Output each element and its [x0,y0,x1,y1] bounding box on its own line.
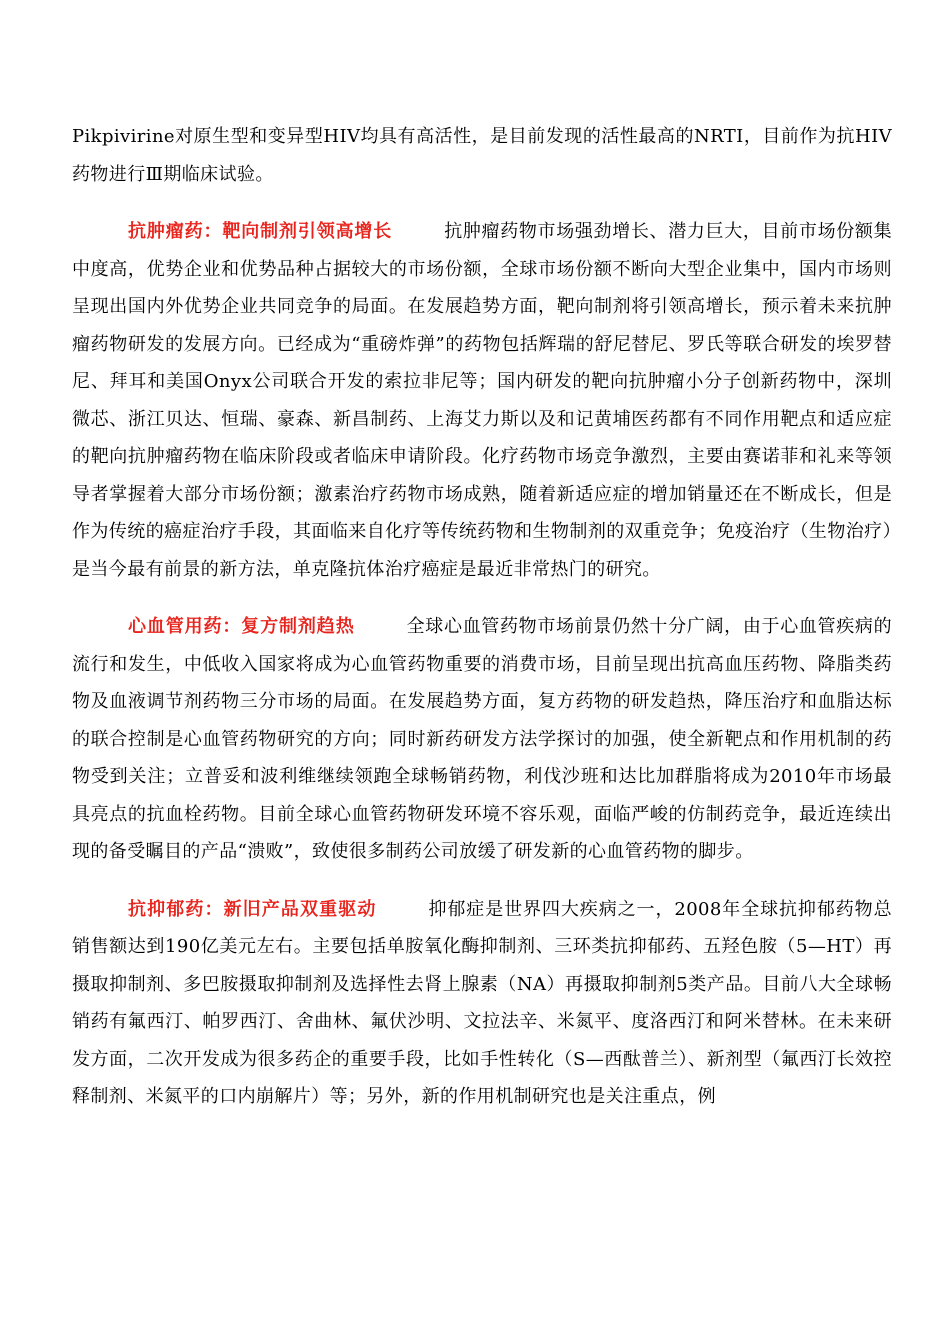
section-paragraph [72,891,892,1116]
section-paragraph [72,608,892,871]
section-body: 全球心血管药物市场前景仍然十分广阔，由于心血管疾病的流行和发生，中低收入国家将成为心血管药物重要的消费市场，目前呈现出抗高血压药物、降脂类药物及血液调节剂药物三分市场的局面。在发展趋势方面，复方药物的研发趋热，降压治疗和血脂达标的联合控制是心血管药物研究的方向；同时新药研发方法学探讨的加强，使全新靶点和作用机制的药物受到关注；立普妥和波利维继续领跑全球畅销药物，利伐沙班和达比加群脂将成为2010年市场最具亮点的抗血栓药物。目前全球心血管药物研发环境不容乐观，面临严峻的仿制药竞争，最近连续出现的备受瞩目的产品“溃败”，致使很多制药公司放缓了研发新的心血管药物的脚步。 [72,616,892,862]
section-antidepressant [72,891,892,1116]
section-paragraph [72,213,892,588]
section-antitumor [72,213,892,588]
section-body: 抑郁症是世界四大疾病之一，2008年全球抗抑郁药物总销售额达到190亿美元左右。主要包括单胺氧化酶抑制剂、三环类抗抑郁药、五羟色胺（5—HT）再摄取抑制剂、多巴胺摄取抑制剂及选择性去肾上腺素（NA）再摄取抑制剂5类产品。目前八大全球畅销药有氟西汀、帕罗西汀、舍曲林、氟伏沙明、文拉法辛、米氮平、度洛西汀和阿米替林。在未来研发方面，二次开发成为很多药企的重要手段，比如手性转化（S—西酞普兰）、新剂型（氟西汀长效控释制剂、米氮平的口内崩解片）等；另外，新的作用机制研究也是关注重点，例 [72,898,892,1107]
section-heading: 抗抑郁药：新旧产品双重驱动 [128,898,377,920]
section-heading: 抗肿瘤药：靶向制剂引领高增长 [128,221,393,242]
section-cardiovascular [72,608,892,871]
section-body: 抗肿瘤药物市场强劲增长、潜力巨大，目前市场份额集中度高，优势企业和优势品种占据较大的市场份额，全球市场份额不断向大型企业集中，国内市场则呈现出国内外优势企业共同竞争的局面。在发展趋势方面，靶向制剂将引领高增长，预示着未来抗肿瘤药物研发的发展方向。已经成为“重磅炸弹”的药物包括辉瑞的舒尼替尼、罗氏等联合研发的埃罗替尼、拜耳和美国Onyx公司联合开发的索拉非尼等；国内研发的靶向抗肿瘤小分子创新药物中，深圳微芯、浙江贝达、恒瑞、豪森、新昌制药、上海艾力斯以及和记黄埔医药都有不同作用靶点和适应症的靶向抗肿瘤药物在临床阶段或者临床申请阶段。化疗药物市场竞争激烈，主要由赛诺菲和礼来等领导者掌握着大部分市场份额；激素治疗药物市场成熟，随着新适应症的增加销量还在不断成长，但是作为传统的癌症治疗手段，其面临来自化疗等传统药物和生物制剂的双重竞争；免疫治疗（生物治疗）是当今最有前景的新方法，单克隆抗体治疗癌症是最近非常热门的研究。 [72,221,892,580]
section-heading: 心血管用药：复方制剂趋热 [128,616,355,637]
intro-paragraph: Pikpivirine对原生型和变异型HIV均具有高活性，是目前发现的活性最高的NRTI，目前作为抗HIV药物进行Ⅲ期临床试验。 [72,126,892,185]
document-page [72,118,892,1136]
